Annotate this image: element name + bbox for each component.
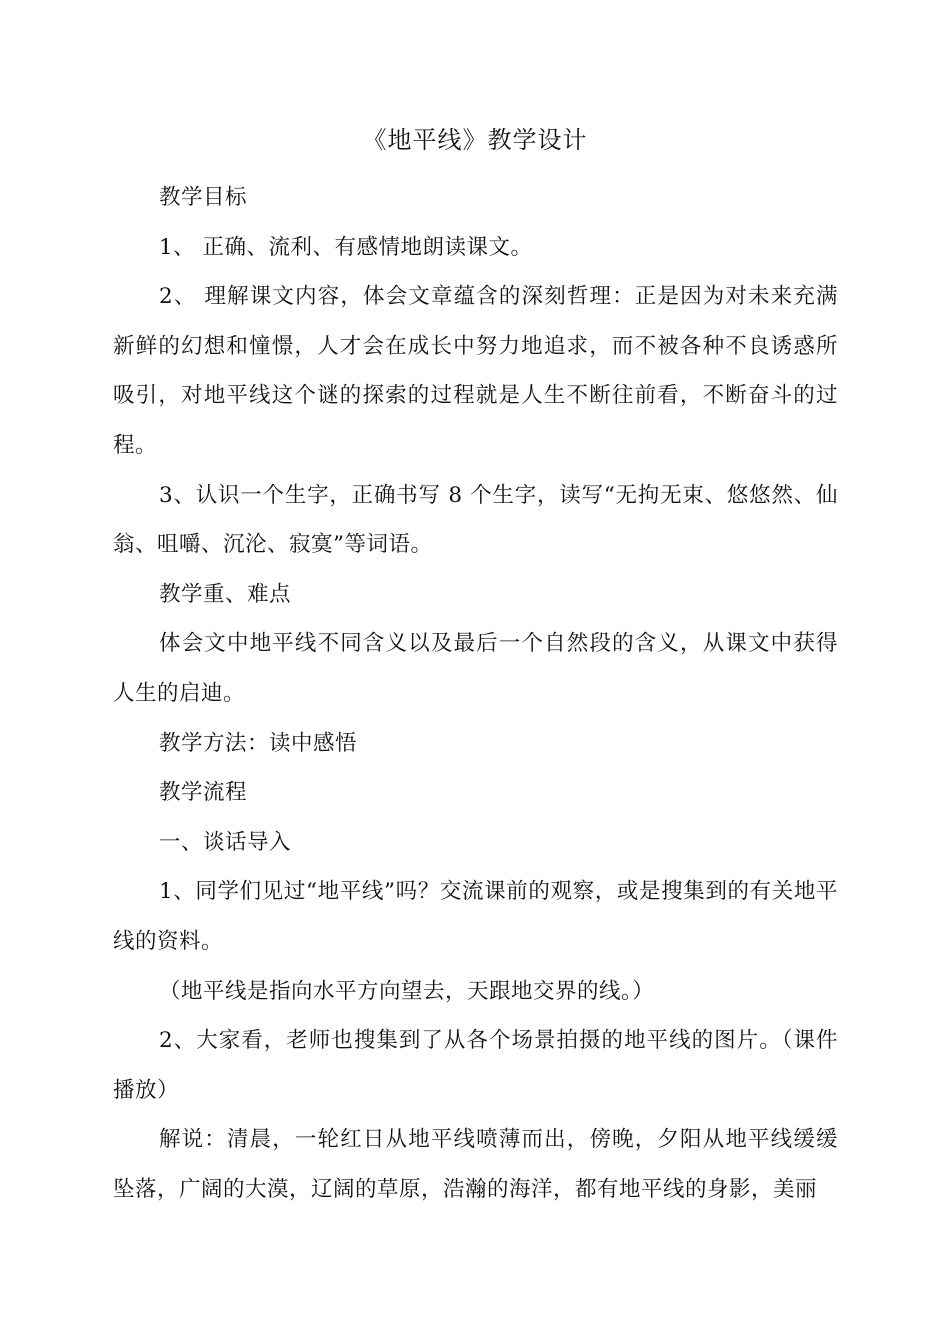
narration-text: 解说：清晨，一轮红日从地平线喷薄而出，傍晚，夕阳从地平线缓缓坠落，广阔的大漠，辽阔的草原，浩瀚的海洋，都有地平线的身影，美丽 [113, 1127, 838, 1202]
heading-teaching-process: 教学流程 [159, 780, 248, 806]
goal-item-3: 3、认识一个生字，正确书写 8 个生字，读写“无拘无束、悠悠然、仙翁、咀嚼、沉沦、寂寞”等词语。 [113, 482, 838, 558]
teaching-method: 教学方法：读中感悟 [159, 730, 358, 756]
process-step-1: 1、同学们见过“地平线”吗？交流课前的观察，或是搜集到的有关地平线的资料。 [113, 879, 838, 954]
goal-item-2: 2、 理解课文内容，体会文章蕴含的深刻哲理：正是因为对未来充满新鲜的幻想和憧憬，人才会在成长中努力地追求，而不被各种不良诱惑所吸引，对地平线这个谜的探索的过程就是人生不断往前看，不断奋斗的过程。 [113, 284, 838, 458]
definition-note: （地平线是指向水平方向望去，天跟地交界的线。） [159, 978, 655, 1004]
document-body [113, 173, 838, 1214]
process-step-2: 2、大家看，老师也搜集到了从各个场景拍摄的地平线的图片。（课件播放） [113, 1028, 838, 1103]
goal-item-1: 1、 正确、流利、有感情地朗读课文。 [159, 234, 533, 260]
section-heading-intro: 一、谈话导入 [159, 829, 292, 855]
heading-teaching-goals: 教学目标 [159, 185, 248, 210]
document-title: 《地平线》教学设计 [362, 126, 588, 154]
key-points-text: 体会文中地平线不同含义以及最后一个自然段的含义，从课文中获得人生的启迪。 [113, 631, 838, 706]
heading-key-points: 教学重、难点 [159, 581, 292, 607]
